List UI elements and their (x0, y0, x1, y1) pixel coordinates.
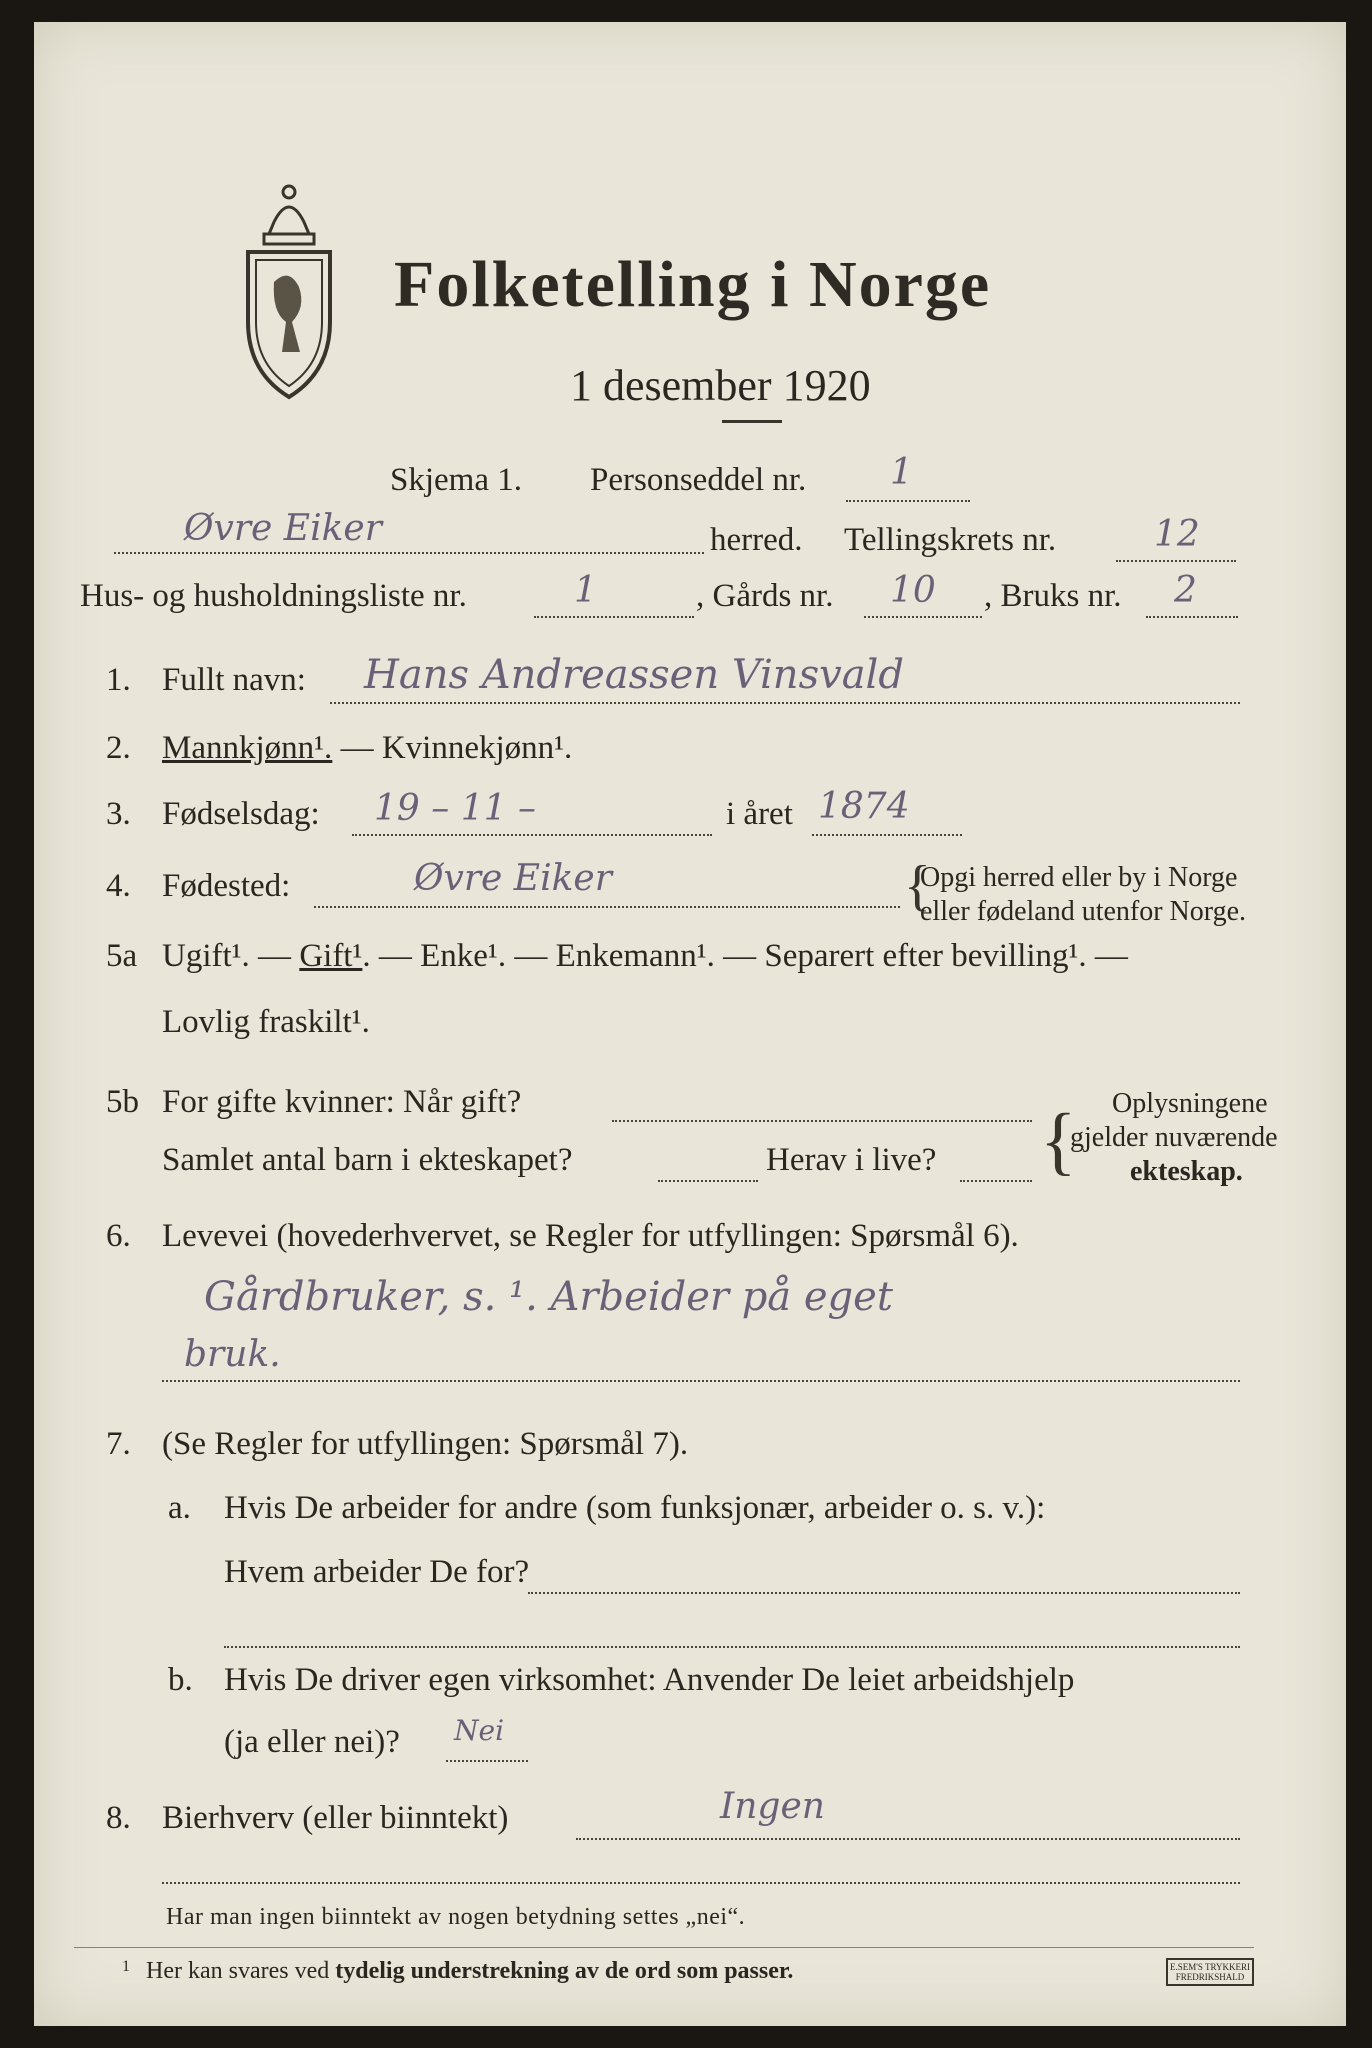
hus-label: Hus- og husholdningsliste nr. (80, 578, 467, 614)
q8-line-2 (162, 1882, 1240, 1884)
q5a-option-ugift[interactable]: Ugift¹. — (162, 938, 300, 974)
q7-label: (Se Regler for utfyllingen: Spørsmål 7). (162, 1426, 689, 1462)
personseddel-line (846, 500, 970, 502)
q4-birthplace[interactable]: Øvre Eiker (414, 858, 612, 899)
q5b-alive-line (960, 1180, 1032, 1182)
q6-occupation-1[interactable]: Gårdbruker, s. ¹. Arbeider på eget (204, 1274, 893, 1320)
footnote-text-b: tydelig understrekning av de ord som passer. (335, 1958, 794, 1984)
q5b-line2b: Herav i live? (766, 1142, 937, 1178)
q5b-married-line (612, 1120, 1032, 1122)
q7a-line2: Hvem arbeider De for? (224, 1554, 530, 1590)
gards-value[interactable]: 10 (890, 570, 936, 611)
q4-brace: { (904, 855, 931, 917)
q8-number: 8. (106, 1800, 131, 1836)
q6-label: Levevei (hovederhvervet, se Regler for utfyllingen: Spørsmål 6). (162, 1218, 1019, 1254)
q3-label: Fødselsdag: (162, 796, 320, 832)
footnote-rule (74, 1947, 1254, 1948)
q5b-line1: For gifte kvinner: Når gift? (162, 1084, 522, 1120)
tellingskrets-label: Tellingskrets nr. (844, 522, 1057, 558)
q3-birth-year[interactable]: 1874 (818, 786, 910, 827)
q5b-number: 5b (106, 1084, 139, 1120)
q4-note-1: Opgi herred eller by i Norge (920, 862, 1238, 893)
q5b-note-3: ekteskap. (1130, 1156, 1243, 1187)
q6-number: 6. (106, 1218, 131, 1254)
q4-line (314, 906, 900, 908)
q1-line (330, 702, 1240, 704)
printer-stamp: E.SEM'S TRYKKERI FREDRIKSHALD (1166, 1958, 1254, 1986)
q8-side-income[interactable]: Ingen (720, 1786, 825, 1827)
hus-line (534, 616, 694, 618)
q6-occupation-2[interactable]: bruk. (184, 1334, 281, 1375)
q3-year-line (812, 834, 962, 836)
q5b-note-2: gjelder nuværende (1070, 1122, 1278, 1153)
herred-value[interactable]: Øvre Eiker (184, 508, 382, 549)
schema-label: Skjema 1. (390, 462, 522, 498)
q5b-line2: Samlet antal barn i ekteskapet? (162, 1142, 573, 1178)
herred-label: herred. (710, 522, 803, 558)
q8-line (576, 1838, 1240, 1840)
bruks-line (1146, 616, 1238, 618)
footnote-number: 1 (122, 1958, 130, 1975)
footnote-text-a: Her kan svares ved (146, 1958, 336, 1984)
gards-label: , Gårds nr. (696, 578, 834, 614)
q1-number: 1. (106, 662, 131, 698)
q2-female-option[interactable]: Kvinnekjønn¹. (381, 730, 573, 766)
personseddel-value[interactable]: 1 (890, 452, 913, 493)
q5a-option-gift[interactable]: Gift¹ (299, 938, 363, 974)
q4-number: 4. (106, 868, 131, 904)
q5a-number: 5a (106, 938, 138, 974)
q5a-option-fraskilt[interactable]: Lovlig fraskilt¹. (162, 1004, 370, 1040)
coat-of-arms-icon (234, 172, 344, 402)
q3-number: 3. (106, 796, 131, 832)
q4-note-2: eller fødeland utenfor Norge. (920, 896, 1247, 927)
q5a-option-rest[interactable]: . — Enke¹. — Enkemann¹. — Separert efter bevilling¹. — (362, 938, 1128, 974)
q7-number: 7. (106, 1426, 131, 1462)
census-form (34, 22, 1346, 2026)
census-date: 1 desember 1920 (570, 361, 871, 410)
q6-line (162, 1380, 1240, 1382)
q7b-line2: (ja eller nei)? (224, 1724, 400, 1760)
q3-year-label: i året (726, 796, 793, 832)
tellingskrets-line (1116, 560, 1236, 562)
q2-male-option[interactable]: Mannkjønn¹. (162, 730, 333, 766)
q7b-line (446, 1760, 528, 1762)
q4-label: Fødested: (162, 868, 291, 904)
q3-birthdate[interactable]: 19 – 11 – (374, 788, 536, 829)
nei-note: Har man ingen biinntekt av nogen betydning settes „nei“. (166, 1904, 746, 1930)
q1-full-name[interactable]: Hans Andreassen Vinsvald (364, 652, 904, 698)
q5b-note-1: Oplysningene (1112, 1088, 1268, 1119)
tellingskrets-value[interactable]: 12 (1154, 514, 1200, 555)
q2-number: 2. (106, 730, 131, 766)
q8-label: Bierhverv (eller biinntekt) (162, 1800, 509, 1836)
q7a-letter: a. (168, 1490, 191, 1526)
q5a-marital-options (162, 938, 1128, 975)
q2-separator: — (332, 730, 382, 766)
q7b-answer[interactable]: Nei (454, 1714, 505, 1747)
bruks-value[interactable]: 2 (1174, 570, 1197, 611)
q5b-brace: { (1040, 1099, 1077, 1183)
form-title: Folketelling i Norge (394, 248, 992, 321)
q7b-line1: Hvis De driver egen virksomhet: Anvender De leiet arbeidshjelp (224, 1662, 1075, 1698)
q3-date-line (352, 834, 712, 836)
q7a-employer-line (528, 1592, 1240, 1594)
personseddel-label: Personseddel nr. (590, 462, 807, 498)
footnote (146, 1958, 793, 1985)
q2-sex (162, 730, 572, 767)
q7b-letter: b. (168, 1662, 193, 1698)
title-rule (722, 420, 782, 423)
bruks-label: , Bruks nr. (984, 578, 1122, 614)
q7a-employer-line-2 (224, 1646, 1240, 1648)
q1-label: Fullt navn: (162, 662, 306, 698)
gards-line (864, 616, 982, 618)
hus-value[interactable]: 1 (574, 570, 597, 611)
herred-line (114, 552, 704, 554)
q7a-line1: Hvis De arbeider for andre (som funksjonær, arbeider o. s. v.): (224, 1490, 1046, 1526)
q5b-children-line (658, 1180, 758, 1182)
